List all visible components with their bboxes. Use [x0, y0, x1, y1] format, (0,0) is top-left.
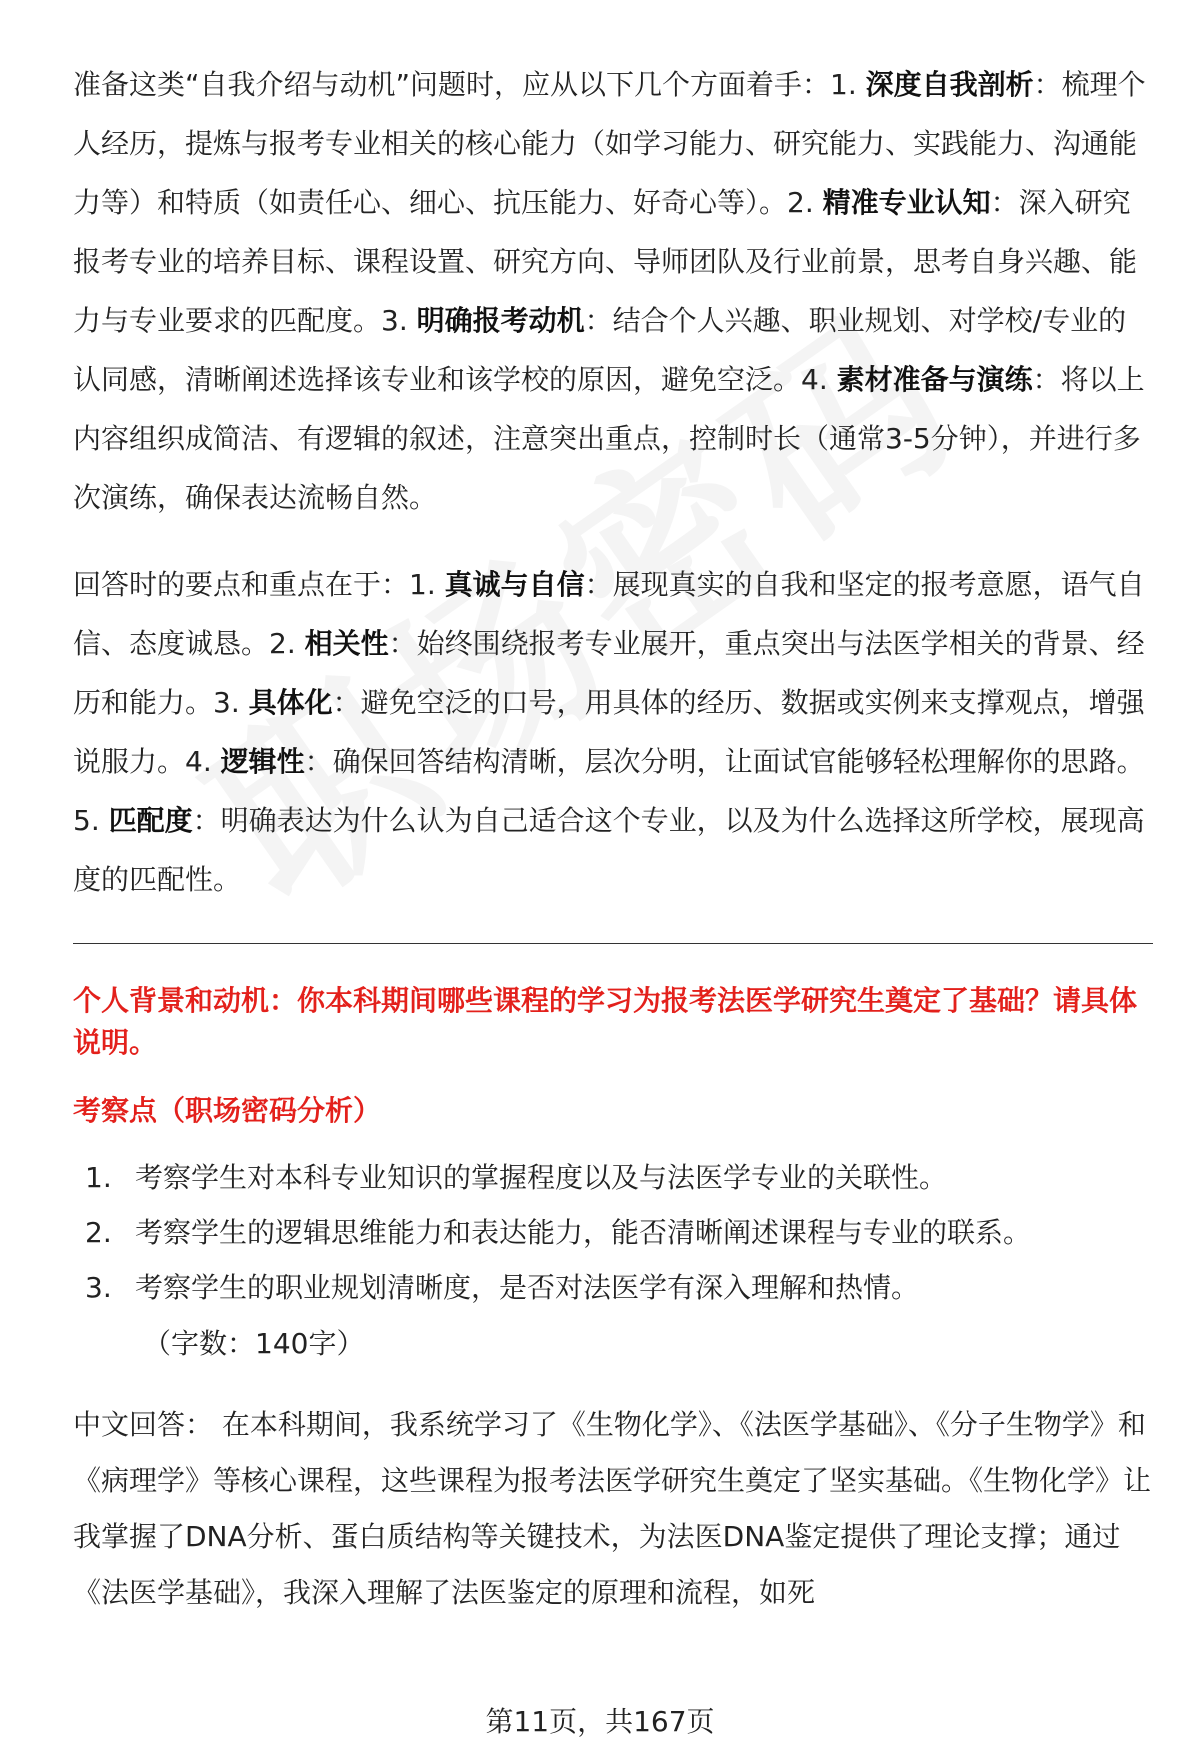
key-item-5-num: 5.	[73, 804, 109, 837]
prep-item-2-title: 精准专业认知	[822, 186, 991, 219]
answer-paragraph: 中文回答： 在本科期间，我系统学习了《生物化学》、《法医学基础》、《分子生物学》和《病理学》等核心课程，这些课程为报考法医学研究生奠定了坚实基础。《生物化学》让我掌握了DNA分析、蛋白质结构等关键技术，为法医DNA鉴定提供了理论支撑；通过《法医学基础》，我深入理解了法医鉴定的原理和流程，如死	[73, 1408, 1152, 1609]
prep-item-3-num: 3.	[381, 304, 417, 337]
prep-item-4-title: 素材准备与演练	[836, 363, 1033, 396]
key-item-4-num: 4.	[185, 745, 221, 778]
list-item-text: 考察学生的职业规划清晰度，是否对法医学有深入理解和热情。	[135, 1271, 920, 1304]
analysis-points-list	[73, 1150, 1153, 1315]
prep-item-3-title: 明确报考动机	[416, 304, 585, 337]
prep-intro: 准备这类“自我介绍与动机”问题时，应从以下几个方面着手：	[73, 68, 831, 101]
key-item-1-title: 真诚与自信	[444, 568, 585, 601]
key-intro: 回答时的要点和重点在于：	[73, 568, 410, 601]
prep-paragraph	[73, 55, 1153, 527]
list-item-text: 考察学生对本科专业知识的掌握程度以及与法医学专业的关联性。	[135, 1161, 948, 1194]
key-item-3-num: 3.	[213, 686, 249, 719]
analysis-heading: 考察点（职场密码分析）	[73, 1094, 382, 1127]
key-item-5-title: 匹配度	[108, 804, 193, 837]
list-item	[73, 1150, 1153, 1205]
key-item-3-title: 具体化	[248, 686, 333, 719]
key-item-2-title: 相关性	[304, 627, 389, 660]
word-count: （字数：140字）	[143, 1327, 365, 1360]
prep-item-1-num: 1.	[830, 68, 866, 101]
list-item-number: 3.	[85, 1271, 112, 1304]
prep-item-4-num: 4.	[801, 363, 837, 396]
list-item-number: 1.	[85, 1161, 112, 1194]
key-item-3-text: ：避免空泛的口号，用具体的经历、数据或实例来支撑观点，增强说服力。	[73, 686, 1145, 778]
key-item-4-title: 逻辑性	[220, 745, 305, 778]
list-item-text: 考察学生的逻辑思维能力和表达能力，能否清晰阐述课程与专业的联系。	[135, 1216, 1032, 1249]
prep-item-3-text: ：结合个人兴趣、职业规划、对学校/专业的认同感，清晰阐述选择该专业和该学校的原因，避免空泛。	[73, 304, 1127, 396]
key-item-1-num: 1.	[409, 568, 445, 601]
prep-item-4-text: ：将以上内容组织成简洁、有逻辑的叙述，注意突出重点，控制时长（通常3-5分钟），并进行多次演练，确保表达流畅自然。	[73, 363, 1145, 514]
prep-item-1-title: 深度自我剖析	[865, 68, 1034, 101]
prep-item-2-num: 2.	[787, 186, 823, 219]
page-content	[73, 55, 1153, 1621]
question-title: 个人背景和动机：你本科期间哪些课程的学习为报考法医学研究生奠定了基础？请具体说明。	[73, 984, 1138, 1059]
key-item-1-text: ：展现真实的自我和坚定的报考意愿，语气自信、态度诚恳。	[73, 568, 1145, 660]
key-item-4-text: ：确保回答结构清晰，层次分明，让面试官能够轻松理解你的思路。	[304, 745, 1145, 778]
page-number-footer: 第11页，共167页	[485, 1705, 715, 1738]
list-item	[73, 1260, 1153, 1315]
list-item	[73, 1205, 1153, 1260]
key-points-paragraph	[73, 555, 1153, 909]
section-divider	[73, 943, 1153, 944]
key-item-2-text: ：始终围绕报考专业展开，重点突出与法医学相关的背景、经历和能力。	[73, 627, 1145, 719]
key-item-5-text: ：明确表达为什么认为自己适合这个专业，以及为什么选择这所学校，展现高度的匹配性。	[73, 804, 1145, 896]
prep-item-1-text: ：梳理个人经历，提炼与报考专业相关的核心能力（如学习能力、研究能力、实践能力、沟通能力等）和特质（如责任心、细心、抗压能力、好奇心等）。	[73, 68, 1146, 219]
key-item-2-num: 2.	[269, 627, 305, 660]
prep-item-2-text: ：深入研究报考专业的培养目标、课程设置、研究方向、导师团队及行业前景，思考自身兴趣、能力与专业要求的匹配度。	[73, 186, 1138, 337]
list-item-number: 2.	[85, 1216, 112, 1249]
